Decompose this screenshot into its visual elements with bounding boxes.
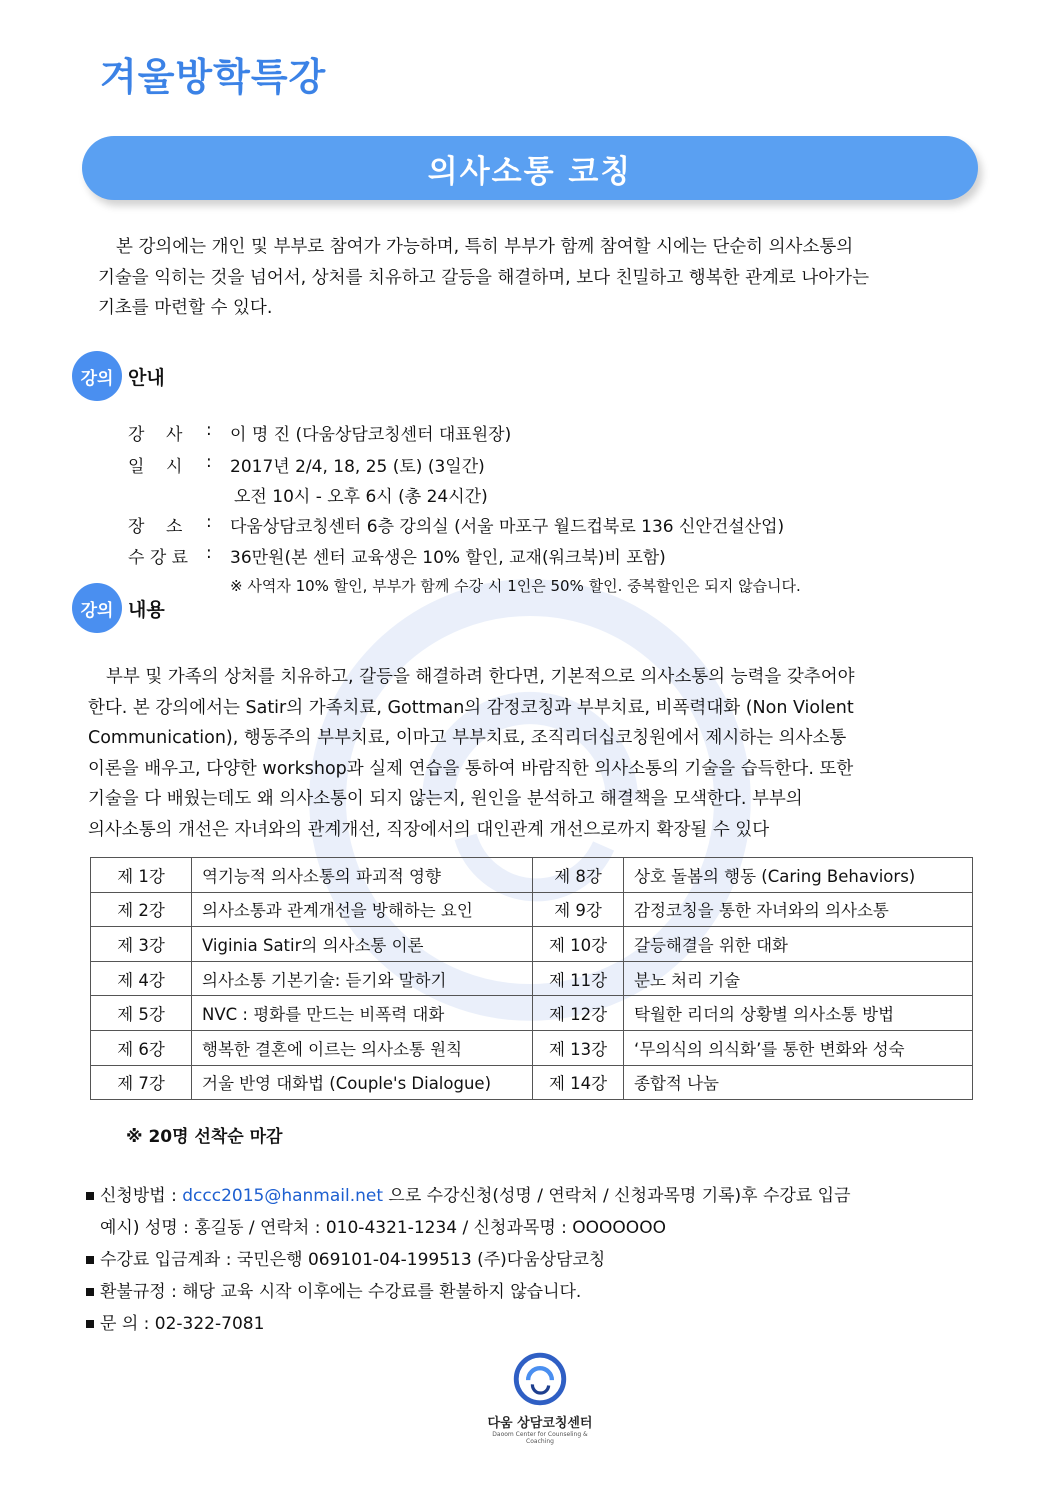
lecture-number: 제 6강 — [91, 1030, 192, 1065]
apply-method-label: 신청방법 : — [100, 1186, 183, 1206]
section-title: 안내 — [128, 366, 165, 389]
table-row — [91, 1065, 973, 1100]
apply-method — [86, 1184, 851, 1216]
info-value: 36만원(본 센터 교육생은 10% 할인, 교재(워크북)비 포함) — [230, 548, 666, 568]
apply-contact-text: 문 의 : 02-322-7081 — [100, 1314, 265, 1334]
content-line: 의사소통의 개선은 자녀와의 관계개선, 직장에서의 대인관계 개선으로까지 확장될 수 있다 — [88, 819, 770, 840]
page-heading: 겨울방학특강 — [100, 55, 327, 99]
content-line: Communication), 행동주의 부부치료, 이마고 부부치료, 조직리더십코칭원에서 제시하는 의사소통 — [88, 728, 847, 748]
discount-note: ※ 사역자 10% 할인, 부부가 함께 수강 시 1인은 50% 할인. 중복할인은 되지 않습니다. — [230, 577, 801, 595]
lecture-title: 행복한 결혼에 이르는 의사소통 원칙 — [192, 1030, 533, 1065]
logo-name: 다움 상담코칭센터 — [487, 1416, 593, 1431]
table-row — [91, 961, 973, 996]
apply-email-link[interactable]: dccc2015@hanmail.net — [182, 1186, 384, 1206]
lecture-title: 의사소통과 관계개선을 방해하는 요인 — [192, 892, 533, 927]
apply-account-text: 수강료 입금계좌 : 국민은행 069101-04-199513 (주)다움상담코칭 — [100, 1250, 606, 1270]
apply-refund — [86, 1280, 851, 1312]
lecture-title: 분노 처리 기술 — [624, 961, 973, 996]
intro-paragraph — [98, 232, 998, 324]
table-row — [91, 892, 973, 927]
lecture-number: 제 13강 — [533, 1030, 624, 1065]
lecture-title: 의사소통 기본기술: 듣기와 말하기 — [192, 961, 533, 996]
apply-refund-text: 환불규정 : 해당 교육 시작 이후에는 수강료를 환불하지 않습니다. — [100, 1282, 582, 1302]
section-badge: 강의 — [72, 583, 122, 633]
lecture-number: 제 8강 — [533, 858, 624, 893]
apply-example-text: 예시) 성명 : 홍길동 / 연락처 : 010-4321-1234 / 신청과목명 : OOOOOOO — [100, 1218, 666, 1238]
table-row — [91, 858, 973, 893]
lecture-table — [90, 857, 973, 1100]
lecture-title: 탁월한 리더의 상황별 의사소통 방법 — [624, 996, 973, 1031]
section-guide-header — [72, 351, 165, 401]
lecture-number: 제 10강 — [533, 927, 624, 962]
lecture-number: 제 7강 — [91, 1065, 192, 1100]
info-value: 이 명 진 (다움상담코칭센터 대표원장) — [230, 425, 512, 445]
lecture-title: 감정코칭을 통한 자녀와의 의사소통 — [624, 892, 973, 927]
bullet-square-icon — [86, 1320, 94, 1328]
lecture-number: 제 11강 — [533, 961, 624, 996]
lecture-title: 상호 돌봄의 행동 (Caring Behaviors) — [624, 858, 973, 893]
banner-title: 의사소통 코칭 — [427, 153, 633, 190]
info-schedule: 일 시 : 2017년 2/4, 18, 25 (토) (3일간) — [128, 452, 485, 477]
content-line: 한다. 본 강의에서는 Satir의 가족치료, Gottman의 감정코칭과 부부치료, 비폭력대화 (Non Violent — [88, 697, 854, 718]
info-place: 장 소 : 다움상담코칭센터 6층 강의실 (서울 마포구 월드컵북로 136 신안건설산업) — [128, 512, 785, 537]
apply-example — [86, 1216, 851, 1248]
table-row — [91, 996, 973, 1031]
lecture-title: Viginia Satir의 의사소통 이론 — [192, 927, 533, 962]
lecture-number: 제 2강 — [91, 892, 192, 927]
content-paragraph — [88, 662, 988, 845]
application-info — [86, 1184, 851, 1344]
lecture-number: 제 9강 — [533, 892, 624, 927]
closing-note: ※ 20명 선착순 마감 — [126, 1127, 283, 1147]
table-row — [91, 1030, 973, 1065]
info-instructor: 강 사 : 이 명 진 (다움상담코칭센터 대표원장) — [128, 420, 512, 445]
info-label: 장 소 — [128, 517, 183, 537]
bullet-square-icon — [86, 1256, 94, 1264]
lecture-title: ‘무의식의 의식화’를 통한 변화와 성숙 — [624, 1030, 973, 1065]
lecture-number: 제 5강 — [91, 996, 192, 1031]
lecture-number: 제 12강 — [533, 996, 624, 1031]
table-row — [91, 927, 973, 962]
content-line: 이론을 배우고, 다양한 workshop과 실제 연습을 통하여 바람직한 의사소통의 기술을 습득한다. 또한 — [88, 758, 854, 779]
lecture-title: 종합적 나눔 — [624, 1065, 973, 1100]
center-logo — [480, 1352, 600, 1445]
apply-method-rest: 으로 수강신청(성명 / 연락처 / 신청과목명 기록)후 수강료 입금 — [383, 1186, 851, 1206]
bullet-square-icon — [86, 1288, 94, 1296]
intro-line: 기술을 익히는 것을 넘어서, 상처를 치유하고 갈등을 해결하며, 보다 친밀하고 행복한 관계로 나아가는 — [98, 267, 869, 288]
content-line: 기술을 다 배웠는데도 왜 의사소통이 되지 않는지, 원인을 분석하고 해결책을 모색한다. 부부의 — [88, 789, 803, 809]
lecture-number: 제 14강 — [533, 1065, 624, 1100]
lecture-number: 제 4강 — [91, 961, 192, 996]
apply-contact — [86, 1312, 851, 1344]
section-title: 내용 — [128, 598, 165, 621]
center-logo-icon — [513, 1352, 567, 1406]
lecture-title: 역기능적 의사소통의 파괴적 영향 — [192, 858, 533, 893]
info-value: 2017년 2/4, 18, 25 (토) (3일간) — [230, 457, 485, 477]
logo-subtitle: Daoom Center for Counseling & Coaching — [492, 1431, 588, 1445]
info-fee: 수 강 료 : 36만원(본 센터 교육생은 10% 할인, 교재(워크북)비 포함) — [128, 543, 666, 568]
title-banner — [82, 136, 978, 200]
lecture-title: 거울 반영 대화법 (Couple's Dialogue) — [192, 1065, 533, 1100]
intro-line: 본 강의에는 개인 및 부부로 참여가 가능하며, 특히 부부가 함께 참여할 시에는 단순히 의사소통의 — [116, 237, 854, 257]
section-badge: 강의 — [72, 351, 122, 401]
info-schedule-time: 오전 10시 - 오후 6시 (총 24시간) — [234, 487, 488, 507]
info-label: 강 사 — [128, 425, 183, 445]
lecture-number: 제 3강 — [91, 927, 192, 962]
lecture-title: NVC : 평화를 만드는 비폭력 대화 — [192, 996, 533, 1031]
bullet-square-icon — [86, 1192, 94, 1200]
apply-account — [86, 1248, 851, 1280]
intro-line: 기초를 마련할 수 있다. — [98, 298, 273, 318]
section-content-header — [72, 583, 165, 633]
lecture-title: 갈등해결을 위한 대화 — [624, 927, 973, 962]
info-label: 일 시 — [128, 457, 183, 477]
info-value: 다움상담코칭센터 6층 강의실 (서울 마포구 월드컵북로 136 신안건설산업) — [230, 517, 785, 537]
lecture-number: 제 1강 — [91, 858, 192, 893]
info-label: 수 강 료 — [128, 548, 189, 568]
content-line: 부부 및 가족의 상처를 치유하고, 갈등을 해결하려 한다면, 기본적으로 의사소통의 능력을 갖추어야 — [106, 667, 855, 687]
